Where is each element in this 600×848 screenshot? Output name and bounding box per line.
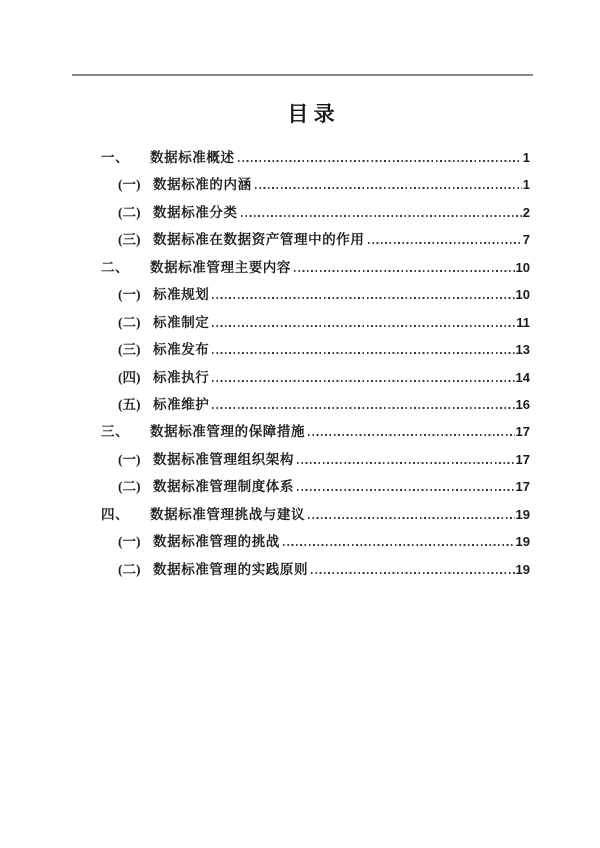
toc-entry-title: 数据标准的内涵	[153, 177, 252, 193]
dot-leader-icon	[238, 160, 522, 162]
toc-page-number: 17	[515, 451, 530, 467]
dot-leader-icon	[308, 517, 514, 519]
toc-entry[interactable]	[0, 309, 600, 336]
toc-entry[interactable]	[0, 528, 600, 555]
toc-entry-title: 标准执行	[153, 369, 210, 385]
toc-entry-number: (一)	[118, 177, 141, 193]
toc-page-number: 7	[522, 232, 530, 248]
toc-entry-title: 数据标准管理的保障措施	[150, 424, 306, 440]
dot-leader-icon	[311, 572, 514, 574]
toc-entry-number: (二)	[118, 479, 141, 495]
dot-leader-icon	[212, 352, 514, 354]
toc-entry-number: (二)	[118, 314, 141, 330]
toc-page-number: 1	[522, 177, 530, 193]
dot-leader-icon	[297, 489, 515, 491]
toc-page-number: 19	[515, 534, 530, 550]
toc-entry[interactable]	[0, 199, 600, 226]
toc-entry-title: 数据标准管理组织架构	[153, 451, 294, 467]
table-of-contents	[0, 144, 600, 583]
dot-leader-icon	[294, 270, 515, 272]
toc-entry[interactable]	[0, 391, 600, 418]
toc-entry-title: 数据标准管理的挑战	[153, 534, 280, 550]
toc-entry-number: (二)	[118, 204, 141, 220]
dot-leader-icon	[308, 434, 514, 436]
toc-page-number: 10	[515, 259, 530, 275]
toc-entry-number: 二、	[101, 259, 130, 275]
toc-entry-title: 标准维护	[153, 396, 210, 412]
toc-page-number: 16	[515, 396, 530, 412]
toc-entry-number: (三)	[118, 232, 141, 248]
toc-entry-number: (一)	[118, 287, 141, 303]
toc-entry-title: 数据标准分类	[153, 204, 238, 220]
dot-leader-icon	[255, 187, 522, 189]
toc-page-number: 13	[515, 342, 530, 358]
toc-entry-number: 三、	[101, 424, 130, 440]
dot-leader-icon	[283, 544, 515, 546]
toc-entry-number: (一)	[118, 451, 141, 467]
toc-entry-number: (二)	[118, 561, 141, 577]
toc-page-number: 17	[515, 479, 530, 495]
toc-entry-title: 标准规划	[153, 287, 210, 303]
toc-entry-number: 一、	[101, 150, 130, 165]
toc-entry-title: 数据标准管理挑战与建议	[150, 506, 306, 522]
toc-entry[interactable]	[0, 501, 600, 528]
toc-entry[interactable]	[0, 446, 600, 473]
toc-entry-title: 数据标准管理的实践原则	[153, 561, 309, 577]
toc-page-number: 11	[516, 314, 530, 330]
toc-entry[interactable]	[0, 364, 600, 391]
toc-page-number: 1	[522, 150, 530, 165]
toc-entry-title: 数据标准管理制度体系	[153, 479, 294, 495]
page-title: 目 录	[287, 102, 335, 126]
dot-leader-icon	[212, 297, 514, 299]
toc-page-number: 17	[515, 424, 530, 440]
toc-entry[interactable]	[0, 281, 600, 308]
dot-leader-icon	[368, 242, 522, 244]
toc-page-number: 19	[515, 561, 530, 577]
toc-entry-number: 四、	[101, 506, 130, 522]
dot-leader-icon	[212, 380, 514, 382]
toc-entry[interactable]	[0, 556, 600, 583]
toc-entry[interactable]	[0, 171, 600, 198]
toc-entry[interactable]	[0, 144, 600, 171]
dot-leader-icon	[241, 215, 522, 217]
toc-entry[interactable]	[0, 336, 600, 363]
toc-entry-title: 数据标准概述	[150, 150, 235, 165]
toc-entry-title: 标准制定	[153, 314, 210, 330]
toc-entry-number: (一)	[118, 534, 141, 550]
toc-page-number: 2	[522, 204, 530, 220]
toc-entry-number: (三)	[118, 342, 141, 358]
header-rule	[72, 74, 533, 76]
dot-leader-icon	[212, 325, 515, 327]
dot-leader-icon	[212, 407, 514, 409]
toc-entry-title: 数据标准管理主要内容	[150, 259, 291, 275]
toc-page-number: 10	[515, 287, 530, 303]
toc-entry[interactable]	[0, 254, 600, 281]
dot-leader-icon	[297, 462, 515, 464]
toc-entry[interactable]	[0, 473, 600, 500]
toc-entry-title: 数据标准在数据资产管理中的作用	[153, 232, 365, 248]
toc-entry[interactable]	[0, 418, 600, 445]
toc-entry-number: (四)	[118, 369, 141, 385]
toc-page-number: 19	[515, 506, 530, 522]
toc-entry[interactable]	[0, 226, 600, 253]
toc-entry-number: (五)	[118, 396, 141, 412]
toc-entry-title: 标准发布	[153, 342, 210, 358]
toc-page-number: 14	[515, 369, 530, 385]
